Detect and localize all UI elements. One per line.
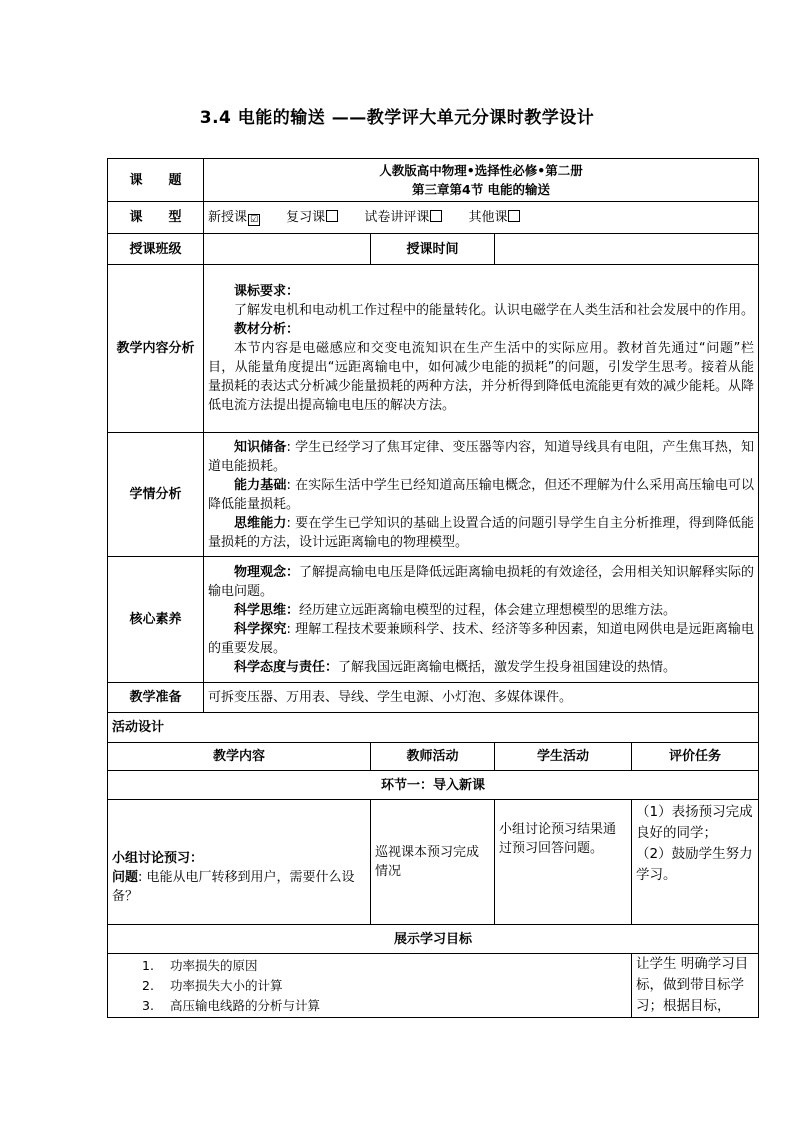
topic-label: 课 题 xyxy=(108,159,204,202)
material-text: 本节内容是电磁感应和交变电流知识在生产生活中的实际应用。教材首先通过“问题”栏目，从能量角度提出“远距离输电中，如何减少电能的损耗”的问题，引发学生思考。接着从能量损耗的表达式分析减少能量损耗的两种方法，并分析得到降低电流能更有效的减少能耗。从降低电流方法提出提高输电电压的解决方法。 xyxy=(208,341,755,413)
row-activity-headers xyxy=(108,743,759,771)
stage1-eval-item: （1）表扬预习完成良好的同学； xyxy=(636,804,753,841)
row-activity-heading xyxy=(108,713,759,743)
literacy-item: 科学思维：经历建立远距离输电模型的过程，体会建立理想模型的思维方法。 xyxy=(234,602,677,618)
learner-item: 能力基础: 在实际生活中学生已经知道高压输电概念，但还不理解为什么采用高压输电可以降低能量损耗。 xyxy=(208,477,755,512)
learner-item: 思维能力: 要在学生已学知识的基础上设置合适的问题引导学生自主分析推理，得到降低能量损耗的方法，设计远距离输电的物理模型。 xyxy=(208,515,755,550)
activity-label: 活动设计 xyxy=(108,713,759,743)
checked-checkbox-icon[interactable]: ☑ xyxy=(249,215,259,225)
goal-item: 2. 功率损失大小的计算 xyxy=(142,978,283,993)
row-preparation xyxy=(108,683,759,713)
checkbox-icon[interactable] xyxy=(430,210,442,222)
option-exam-review-label: 试卷讲评课 xyxy=(364,210,430,225)
option-other-label: 其他课 xyxy=(468,210,508,225)
class-value[interactable] xyxy=(204,234,371,265)
stage1-eval xyxy=(632,800,759,925)
goals-list xyxy=(108,954,632,1018)
row-lesson-type xyxy=(108,202,759,234)
row-stage1-content xyxy=(108,800,759,925)
topic-line2: 第三章第4节 电能的输送 xyxy=(412,182,551,197)
document-title: 3.4 电能的输送 ——教学评大单元分课时教学设计 xyxy=(199,108,595,128)
standard-text: 了解发电机和电动机工作过程中的能量转化。认识电磁学在人类生活和社会发展中的作用。 xyxy=(234,303,755,318)
row-core-literacy xyxy=(108,557,759,683)
stage1-title: 环节一：导入新课 xyxy=(108,771,759,800)
option-exam-review[interactable] xyxy=(364,210,442,225)
option-new-lesson-label: 新授课 xyxy=(208,210,248,225)
header-content: 教学内容 xyxy=(108,743,371,771)
row-class-time xyxy=(108,234,759,265)
learner-analysis-label: 学情分析 xyxy=(108,433,204,557)
preparation-text: 可拆变压器、万用表、导线、学生电源、小灯泡、多媒体课件。 xyxy=(204,683,759,713)
checkbox-icon[interactable] xyxy=(326,210,338,222)
goal-item: 3. 高压输电线路的分析与计算 xyxy=(142,998,320,1013)
row-topic xyxy=(108,159,759,202)
row-goals xyxy=(108,954,759,1018)
stage1-student: 小组讨论预习结果通过预习回答问题。 xyxy=(495,800,632,925)
row-stage2 xyxy=(108,925,759,954)
topic-value xyxy=(204,159,759,202)
content-analysis-body xyxy=(204,265,759,433)
goal-item: 1. 功率损失的原因 xyxy=(142,958,258,973)
material-heading: 教材分析： xyxy=(234,322,300,337)
header-student: 学生活动 xyxy=(495,743,632,771)
option-review-lesson[interactable] xyxy=(286,210,338,225)
checkbox-icon[interactable] xyxy=(508,210,520,222)
header-eval: 评价任务 xyxy=(632,743,759,771)
stage1-content xyxy=(108,800,371,925)
stage2-title: 展示学习目标 xyxy=(108,925,759,954)
header-teacher: 教师活动 xyxy=(371,743,495,771)
core-literacy-body xyxy=(204,557,759,683)
stage1-content-heading: 小组讨论预习： xyxy=(112,850,204,866)
row-stage1 xyxy=(108,771,759,800)
row-content-analysis xyxy=(108,265,759,433)
preparation-label: 教学准备 xyxy=(108,683,204,713)
topic-line1: 人教版高中物理•选择性必修•第二册 xyxy=(379,163,583,178)
literacy-item: 科学探究: 理解工程技术要兼顾科学、技术、经济等多种因素，知道电网供电是远距离输电的重要发展。 xyxy=(208,621,755,656)
lesson-plan-table xyxy=(107,158,759,1018)
lesson-type-options xyxy=(204,202,759,234)
standard-heading: 课标要求： xyxy=(234,284,300,299)
option-other[interactable] xyxy=(468,210,520,225)
class-label: 授课班级 xyxy=(108,234,204,265)
goals-eval: 让学生 明确学习目标，做到带目标学习；根据目标， xyxy=(632,954,759,1018)
content-analysis-label: 教学内容分析 xyxy=(108,265,204,433)
literacy-item: 物理观念：了解提高输电电压是降低远距离输电损耗的有效途径，会用相关知识解释实际的输电问题。 xyxy=(208,564,755,599)
literacy-item: 科学态度与责任：了解我国远距离输电概括，激发学生投身祖国建设的热情。 xyxy=(234,659,677,675)
learner-analysis-body xyxy=(204,433,759,557)
core-literacy-label: 核心素养 xyxy=(108,557,204,683)
stage1-teacher: 巡视课本预习完成情况 xyxy=(371,800,495,925)
learner-item: 知识储备: 学生已经学习了焦耳定律、变压器等内容，知道导线具有电阻，产生焦耳热，知道电能损耗。 xyxy=(208,439,755,474)
time-value[interactable] xyxy=(495,234,759,265)
option-review-lesson-label: 复习课 xyxy=(286,210,326,225)
row-learner-analysis xyxy=(108,433,759,557)
time-label: 授课时间 xyxy=(371,234,495,265)
stage1-eval-item: （2）鼓励学生努力学习。 xyxy=(636,846,753,883)
lesson-type-label: 课 型 xyxy=(108,202,204,234)
stage1-question: 问题: 电能从电厂转移到用户，需要什么设备？ xyxy=(112,869,355,904)
option-new-lesson[interactable] xyxy=(208,210,260,225)
